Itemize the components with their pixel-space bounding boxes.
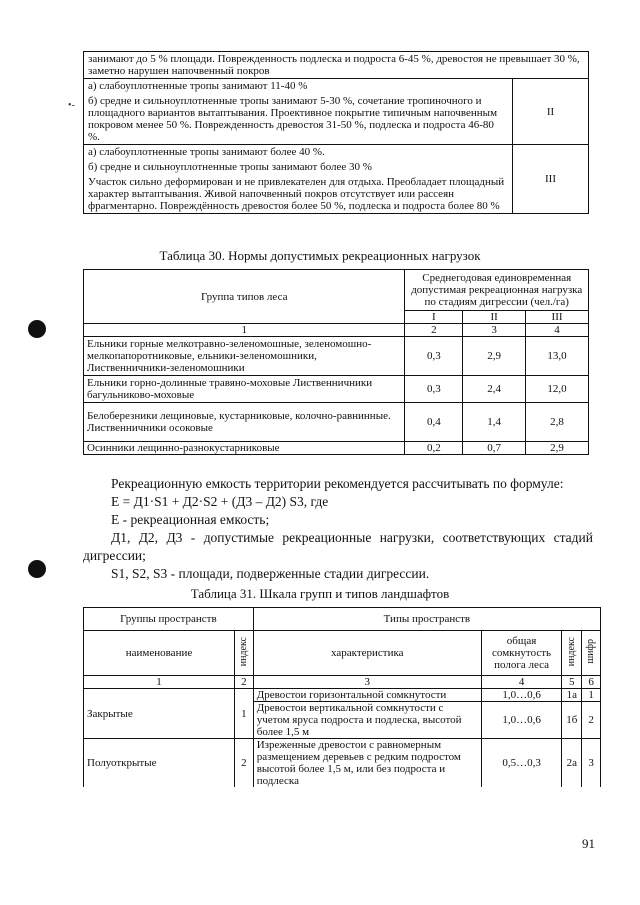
type-index: 2а — [562, 739, 582, 788]
header-stage: II — [463, 311, 526, 324]
column-number: 4 — [481, 676, 561, 689]
load-value: 0,2 — [405, 442, 463, 455]
header-group: Группа типов леса — [84, 270, 405, 324]
punch-hole — [28, 320, 46, 338]
group-index: 1 — [234, 689, 253, 739]
type-characteristic: Древостои вертикальной сомкнутости с учетом яруса подроста и подлеска, высотой более 1,5 м — [253, 702, 481, 739]
table-30 — [83, 269, 589, 455]
header-closure: общая сомкнутость полога леса — [481, 631, 561, 676]
type-code: 1 — [582, 689, 601, 702]
forest-group: Ельники горно-долинные травяно-моховые Лиственничники багульниково-моховые — [84, 376, 405, 403]
stage-cell: III — [513, 145, 589, 214]
load-value: 0,7 — [463, 442, 526, 455]
header-types: Типы пространств — [253, 608, 600, 631]
table-cell: занимают до 5 % площади. Поврежденность подлеска и подроста 6-45 %, древостоя не превышает 30 %, заметно нарушен напочвенный покров — [84, 52, 589, 79]
load-value: 0,3 — [405, 376, 463, 403]
table-31 — [83, 607, 601, 787]
load-value: 0,4 — [405, 403, 463, 442]
table-30-caption: Таблица 30. Нормы допустимых рекреационных нагрузок — [159, 248, 481, 263]
group-index: 2 — [234, 739, 253, 788]
load-value: 2,9 — [526, 442, 589, 455]
header-name: наименование — [84, 631, 235, 676]
load-value: 12,0 — [526, 376, 589, 403]
column-number: 2 — [405, 324, 463, 337]
header-code: шифр — [582, 631, 601, 676]
formula: Е = Д1·S1 + Д2·S2 + (Д3 – Д2) S3, где — [111, 494, 329, 509]
header-stage: I — [405, 311, 463, 324]
load-value: 0,3 — [405, 337, 463, 376]
paragraph: S1, S2, S3 - площади, подверженные стадии дигрессии. — [111, 566, 430, 581]
formula-text — [83, 475, 593, 583]
cell-text: б) средне и сильноуплотненные тропы занимают 5-30 %, сочетание тропиночного и площадного вариантов вытаптывания. Проективное покрытие типичным напочвенным покровом менее 50 %. Поврежденность древостоя 31-50 %, подлеска и подроста 46-80 %. — [88, 95, 498, 143]
header-load: Среднегодовая единовременная допустимая рекреационная нагрузка по стадиям дигрессии (чел./га) — [405, 270, 589, 311]
forest-group: Белоберезники лещиновые, кустарниковые, колочно-равнинные. Лиственничники осоковые — [84, 403, 405, 442]
table-cell — [84, 79, 513, 145]
load-value: 13,0 — [526, 337, 589, 376]
type-characteristic: Изреженные древостои с равномерным размещением деревьев с редким подростом высотой более 1,5 м, или без подроста и подлеска — [253, 739, 481, 788]
load-value: 2,4 — [463, 376, 526, 403]
scan-mark: •- — [68, 100, 75, 111]
column-number: 1 — [84, 324, 405, 337]
paragraph: Д1, Д2, Д3 - допустимые рекреационные нагрузки, соответствующих стадий дигрессии; — [83, 530, 593, 563]
closure-value: 1,0…0,6 — [481, 702, 561, 739]
table-29-continuation — [83, 51, 589, 214]
load-value: 2,9 — [463, 337, 526, 376]
cell-text: а) слабоуплотненные тропы занимают 11-40 % — [88, 80, 308, 92]
cell-text: Участок сильно деформирован и не привлекателен для отдыха. Преобладает площадный характер вытаптывания. Живой напочвенный покров отсутствует или рассеян фрагментарно. Повреждённость древостоя более 50 %, подлеска и подроста более 80 % — [88, 176, 505, 212]
column-number: 3 — [463, 324, 526, 337]
type-index: 1б — [562, 702, 582, 739]
column-number: 2 — [234, 676, 253, 689]
cell-text: б) средне и сильноуплотненные тропы занимают более 30 % — [88, 161, 372, 173]
load-value: 2,8 — [526, 403, 589, 442]
type-characteristic: Древостои горизонтальной сомкнутости — [253, 689, 481, 702]
header-index-2: индекс — [562, 631, 582, 676]
group-name: Полуоткрытые — [84, 739, 235, 788]
column-number: 4 — [526, 324, 589, 337]
stage-cell: II — [513, 79, 589, 145]
header-index: индекс — [234, 631, 253, 676]
column-number: 3 — [253, 676, 481, 689]
page-number: 91 — [582, 836, 595, 851]
type-code: 2 — [582, 702, 601, 739]
forest-group: Ельники горные мелкотравно-зеленомошные, зеленомошно-мелкопапоротниковые, ельники-зеленомошники, Лиственничники-зеленомошники — [84, 337, 405, 376]
paragraph: Рекреационную емкость территории рекомендуется рассчитывать по формуле: — [111, 476, 564, 491]
closure-value: 0,5…0,3 — [481, 739, 561, 788]
table-31-caption: Таблица 31. Шкала групп и типов ландшафтов — [190, 586, 450, 601]
header-characteristic: характеристика — [253, 631, 481, 676]
paragraph: Е - рекреационная емкость; — [111, 512, 270, 527]
type-index: 1а — [562, 689, 582, 702]
cell-text: а) слабоуплотненные тропы занимают более 40 %. — [88, 146, 325, 158]
column-number: 6 — [582, 676, 601, 689]
column-number: 1 — [84, 676, 235, 689]
forest-group: Осинники лещинно-разнокустарниковые — [84, 442, 405, 455]
punch-hole — [28, 560, 46, 578]
table-cell — [84, 145, 513, 214]
type-code: 3 — [582, 739, 601, 788]
closure-value: 1,0…0,6 — [481, 689, 561, 702]
load-value: 1,4 — [463, 403, 526, 442]
group-name: Закрытые — [84, 689, 235, 739]
header-groups: Группы пространств — [84, 608, 254, 631]
column-number: 5 — [562, 676, 582, 689]
header-stage: III — [526, 311, 589, 324]
